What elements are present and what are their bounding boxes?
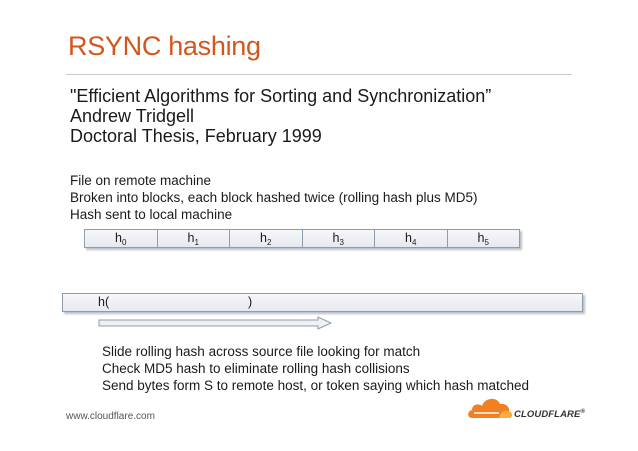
hash-block: $h_2$ (230, 230, 303, 247)
footer-url: www.cloudflare.com (66, 411, 155, 422)
cloudflare-wordmark: CLOUDFLARE® (514, 409, 585, 420)
citation (70, 86, 491, 146)
right-arrow-icon (98, 316, 334, 330)
remote-file-blocks (84, 229, 520, 248)
hash-block: $h_3$ (303, 230, 376, 247)
hash-block: $h_4$ (375, 230, 448, 247)
rolling-window-open: h( (98, 295, 110, 309)
step-line: Slide rolling hash across source file looking for match (102, 344, 421, 359)
hash-block: $h_0$ (85, 230, 158, 247)
rolling-window-close: ) (248, 295, 253, 309)
citation-line: "Efficient Algorithms for Sorting and Synchronization” (70, 86, 492, 106)
description-line: Hash sent to local machine (70, 207, 233, 222)
citation-line: Doctoral Thesis, February 1999 (70, 126, 322, 146)
cloudflare-logo-icon (466, 394, 514, 420)
step-line: Check MD5 hash to eliminate rolling hash collisions (102, 361, 410, 376)
source-file-bar (62, 293, 583, 312)
description-line: Broken into blocks, each block hashed twice (rolling hash plus MD5) (70, 190, 478, 205)
hash-block: $h_5$ (477, 231, 489, 247)
citation-line: Andrew Tridgell (70, 106, 195, 126)
step-line: Send bytes form S to remote host, or token saying which hash matched (102, 378, 529, 393)
steps (102, 343, 529, 394)
title-divider (66, 74, 572, 75)
description-line: File on remote machine (70, 173, 212, 188)
slide-title: RSYNC hashing (68, 31, 261, 61)
hash-block: $h_1$ (158, 230, 231, 247)
description (70, 172, 477, 223)
